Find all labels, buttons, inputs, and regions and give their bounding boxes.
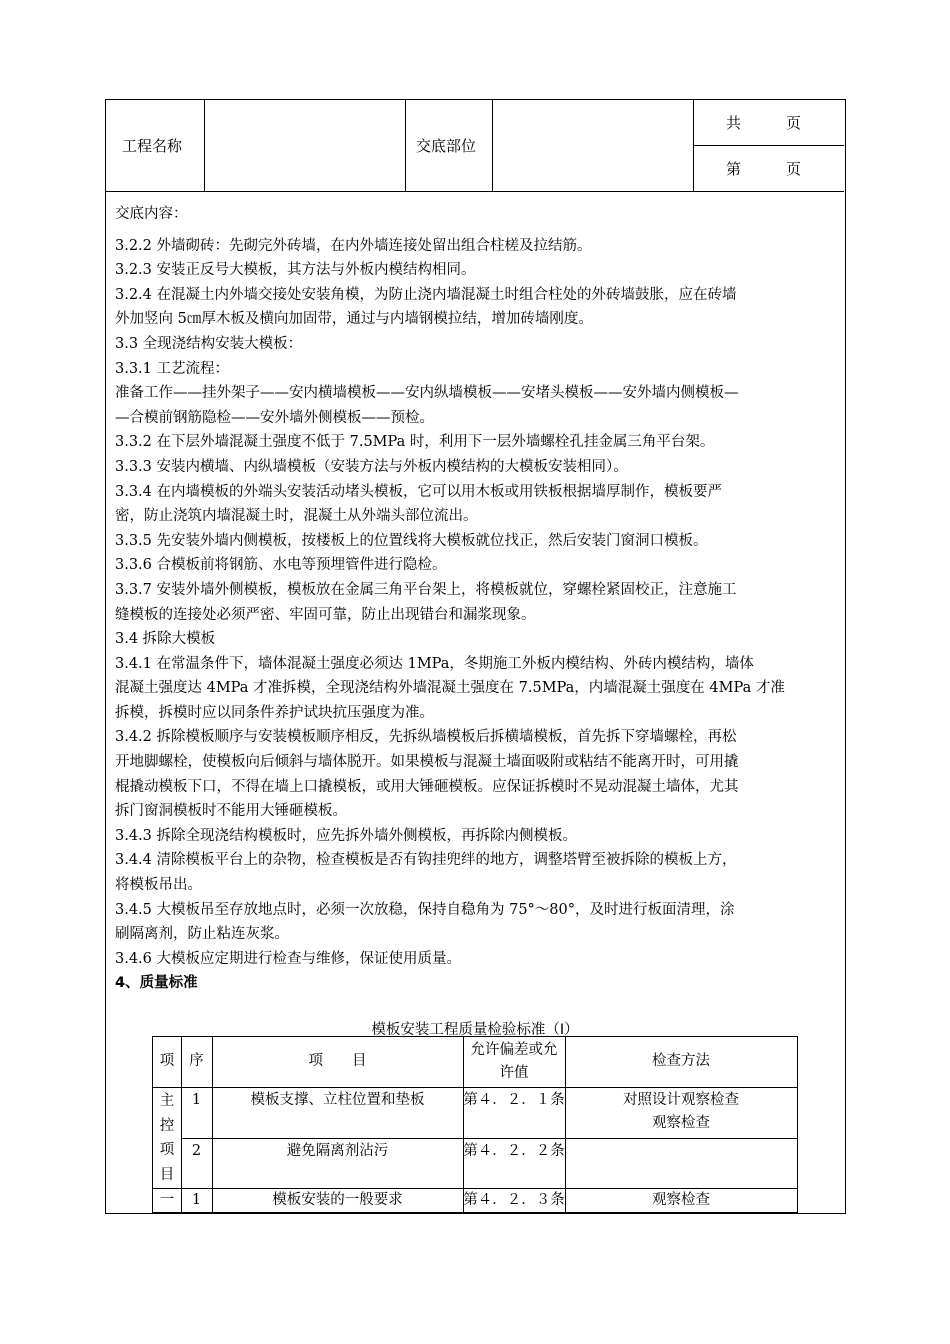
- divider: [492, 100, 493, 191]
- content-line: 3.4.3 拆除全现浇结构模板时，应先拆外墙外侧模板，再拆除内侧模板。: [115, 827, 578, 844]
- content-line: 3.3.2 在下层外墙混凝土强度不低于 7.5MPa 时，利用下一层外墙螺栓孔挂金属三角平台架。: [115, 434, 715, 451]
- content-line: 3.4.4 清除模板平台上的杂物，检查模板是否有钩挂兜绊的地方，调整塔臂至被拆除的模板上方，: [115, 852, 737, 869]
- group-char: 项: [159, 1142, 175, 1158]
- location-label: 交底部位: [416, 137, 477, 155]
- header-col-method: 检查方法: [652, 1053, 710, 1069]
- row1-seq: 1: [191, 1092, 202, 1108]
- divider: [204, 100, 205, 191]
- page-number: 第 页: [726, 160, 802, 178]
- content-title: 交底内容：: [115, 206, 188, 222]
- content-line: 外加竖向 5㎝厚木板及横向加固带，通过与内墙钢模拉结，增加砖墙刚度。: [115, 311, 593, 328]
- divider: [693, 145, 844, 146]
- content-line: 3.4.5 大模板吊至存放地点时，必须一次放稳，保持自稳角为 75°～80°，及时进行板面清理，涂: [115, 901, 735, 918]
- content-line: 3.4 拆除大模板: [115, 631, 216, 648]
- row1-method-2: 观察检查: [652, 1115, 710, 1131]
- group-char: 主: [159, 1093, 175, 1109]
- table-title: 模板安装工程质量检验标准（Ⅰ）: [371, 1022, 579, 1038]
- content-line: 刷隔离剂，防止粘连灰浆。: [115, 926, 289, 943]
- row1-item: 模板支撑、立柱位置和垫板: [250, 1092, 425, 1108]
- group-char: 控: [159, 1117, 175, 1134]
- content-line: 3.2.2 外墙砌砖：先砌完外砖墙，在内外墙连接处留出组合柱槎及拉结筋。: [115, 237, 592, 254]
- row3-method: 观察检查: [652, 1192, 710, 1208]
- row3-item: 模板安装的一般要求: [272, 1192, 403, 1208]
- content-line: 3.4.6 大模板应定期进行检查与维修，保证使用质量。: [115, 950, 462, 967]
- content-line: 3.3.3 安装内横墙、内纵墙模板（安装方法与外板内模结构的大模板安装相同）。: [115, 458, 628, 475]
- content-line: 3.3.4 在内墙模板的外端头安装活动堵头模板，它可以用木板或用铁板根据墙厚制作，模板要严: [115, 483, 722, 500]
- divider: [153, 1087, 797, 1088]
- section-heading: 4、质量标准: [115, 975, 198, 992]
- document-sheet: [105, 99, 846, 1214]
- content-line: 棍撬动模板下口，不得在墙上口撬模板，或用大锤砸模板。应保证拆模时不晃动混凝土墙体，尤其: [115, 778, 739, 795]
- content-line: 3.3.5 先安装外墙内侧模板，按楼板上的位置线将大模板就位找正，然后安装门窗洞口模板。: [115, 532, 708, 549]
- header-table: [106, 100, 844, 192]
- content-line: 将模板吊出。: [115, 877, 202, 894]
- content-line: 混凝土强度达 4MPa 才准拆模，全现浇结构外墙混凝土强度在 7.5MPa，内墙混凝土强度在 4MPa 才准: [115, 680, 785, 697]
- divider: [405, 100, 406, 191]
- header-col-value-line1: 允许偏差或允: [470, 1042, 558, 1058]
- row1-value: 第４．２．１条: [463, 1092, 565, 1108]
- content-line: 拆模，拆模时应以同条件养护试块抗压强度为准。: [115, 704, 434, 721]
- content-line: 拆门窗洞模板时不能用大锤砸模板。: [115, 803, 347, 820]
- divider: [181, 1138, 797, 1139]
- row3-seq: 1: [191, 1192, 202, 1208]
- row3-value: 第４．２．３条: [463, 1192, 565, 1208]
- content-line: 开地脚螺栓，使模板向后倾斜与墙体脱开。如果模板与混凝土墙面吸附或粘结不能离开时，可用撬: [115, 754, 739, 771]
- header-col-value-line2: 许值: [499, 1065, 529, 1081]
- project-name-label: 工程名称: [122, 137, 183, 155]
- header-col-seq: 序: [189, 1053, 204, 1069]
- header-col-item: 项 目: [308, 1053, 367, 1069]
- row2-value: 第４．２．２条: [463, 1143, 565, 1159]
- total-pages: 共 页: [726, 114, 802, 132]
- content-line: 3.2.4 在混凝土内外墙交接处安装角模，为防止浇内墙混凝土时组合柱处的外砖墙鼓胀，应在砖墙: [115, 286, 737, 303]
- header-col-group: 项: [159, 1053, 175, 1069]
- content-line: 3.4.2 拆除模板顺序与安装模板顺序相反，先拆纵墙模板后拆横墙模板，首先拆下穿墙螺栓，再松: [115, 729, 737, 746]
- quality-table: [152, 1036, 798, 1213]
- disclosure-content: [115, 202, 839, 996]
- content-line: 3.2.3 安装正反号大模板，其方法与外板内模结构相同。: [115, 262, 476, 279]
- group-main-control: [153, 1089, 181, 1187]
- content-line: 准备工作——挂外架子——安内横墙模板——安内纵墙模板——安堵头模板——安外墙内侧模板—: [115, 385, 739, 402]
- content-line: 3.3.7 安装外墙外侧模板，模板放在金属三角平台架上，将模板就位，穿螺栓紧固校正，注意施工: [115, 581, 737, 598]
- content-line: 3.3.6 合模板前将钢筋、水电等预埋管件进行隐检。: [115, 557, 447, 574]
- content-line: —合模前钢筋隐检——安外墙外侧模板——预检。: [115, 409, 434, 426]
- content-line: 3.3 全现浇结构安装大模板：: [115, 335, 303, 352]
- row2-item: 避免隔离剂沾污: [286, 1143, 389, 1159]
- row1-method: 对照设计观察检查: [623, 1092, 739, 1108]
- content-line: 3.4.1 在常温条件下，墙体混凝土强度必须达 1MPa，冬期施工外板内模结构、外砖内模结构，墙体: [115, 655, 754, 672]
- row2-seq: 2: [191, 1143, 202, 1159]
- content-line: 缝模板的连接处必须严密、牢固可靠，防止出现错台和漏浆现象。: [115, 606, 536, 623]
- content-line: 3.3.1 工艺流程：: [115, 360, 230, 377]
- group-char: 目: [159, 1166, 175, 1183]
- group-general: 一: [159, 1192, 175, 1208]
- content-line: 密，防止浇筑内墙混凝土时，混凝土从外端头部位流出。: [115, 508, 478, 525]
